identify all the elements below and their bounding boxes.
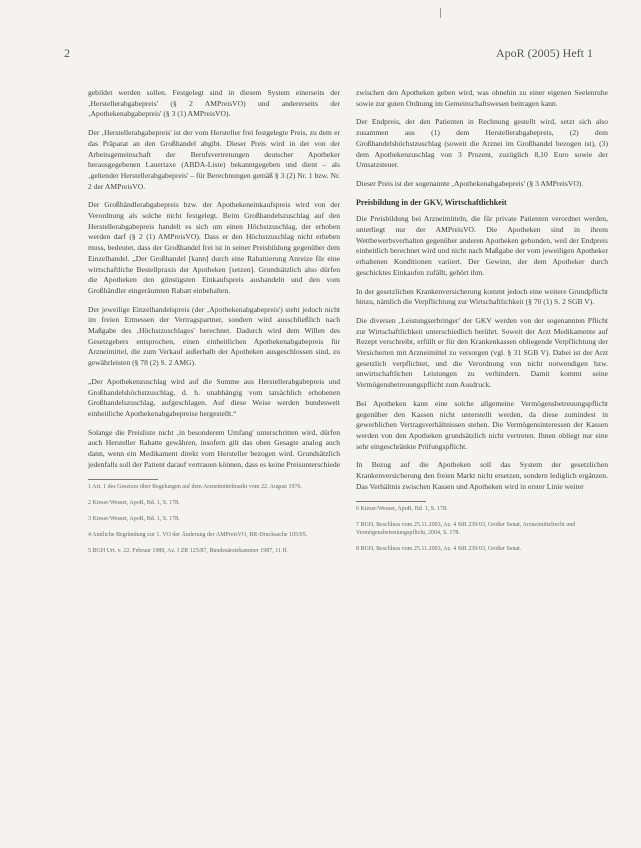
footnote: 3 Kieser/Wesser, ApoR, Bd. 1, S. 178. — [88, 515, 180, 522]
footnote: 7 BGH, Beschluss vom 25.11.2003, Az. 4 StR 239/03, Großer Senat, Arzneimittelrecht und Vermögensbetreuungspflicht, 2004, S. 178. — [356, 521, 576, 536]
paragraph: Dieser Preis ist der sogenannte ‚Apothekenabgabepreis' (§ 3 AMPreisVO). — [356, 178, 584, 188]
footnote: 8 BGH, Beschluss vom 25.11.2003, Az. 4 StR 239/03, Großer Senat. — [356, 545, 522, 552]
right-column — [356, 88, 608, 561]
section-heading: Preisbildung in der GKV, Wirtschaftlichkeit — [356, 197, 507, 207]
paragraph: Bei Apotheken kann eine solche allgemeine Vermögensbetreuungspflicht gegenüber den Kassen nicht unterstellt werden, da diese zumindest in gewerblichen Vertragsverhältnissen stehen. Die Vermögensinteressen der Kassen werden von den Apotheken grundsätzlich nicht vertreten. Ihnen obliegt nur eine sehr eingeschränkte Prüfungspflicht. — [356, 398, 608, 451]
footnote-rule — [88, 479, 158, 480]
paragraph: Der ‚Herstellerabgabepreis' ist der vom Hersteller frei festgelegte Preis, zu dem er das Präparat an den Großhandel abgibt. Dieser Preis wird in der von der Arbeitsgemeinschaft der Berufsvertretungen deutscher Apotheker herausgegebenen Lauertaxe (ABDA-Liste) bekanntgegeben und dient – als ‚geltender Herstellerabgabepreis' – für Berechnungen gemäß § 3 (2) Nr. 1 bzw. Nr. 2 der AMPreisVO. — [88, 128, 340, 191]
footnote: 1 Art. 1 des Gesetzes über Regelungen auf dem Arzneimittelmarkt vom 22. August 1976. — [88, 483, 302, 490]
footnote: 5 BGH Urt. v. 22. Februar 1989, Az. I ZR 125/87, Bundesärztekammer 1987, 11 ff. — [88, 547, 288, 554]
paragraph: Der Großhändlerabgabepreis bzw. der Apothekeneinkaufspreis wird von der Verordnung als solche nicht festgelegt. Beim Großhandelszuschlag auf den Herstellerabgabepreis handelt es sich um einen Höchstzuschlag, der erhoben werden darf (§ 2 (1) AMPreisVO). Dass er den Höchstzuschlag nicht erheben muss, bedeutet, dass der Großhandel frei ist in seiner Preisbildung gegenüber dem Einzelhandel. „Der Großhandel [kann] durch eine Rabattierung Anreize für eine wirtschaftliche Bestellpraxis der Apotheken [setzen]. Grundsätzlich also dürfen die Apotheken den günstigsten Einkaufspreis aushandeln und den vom Großhändler eingeräumten Rabatt einbehalten. — [88, 200, 340, 295]
footnote: 4 Amtliche Begründung zur 1. VO der Änderung der AMPreisVO, BR-Drucksache 105/05. — [88, 531, 308, 538]
scan-mark — [440, 8, 441, 18]
paragraph: Der jeweilige Einzelhandelspreis (der ‚Apothekenabgabepreis') steht jedoch nicht im freien Ermessen der Vertragspartner, sondern wird ausschließlich nach Maßgabe des ‚Höchstzuschlages' berechnet. Dadurch wird dem Willen des Gesetzgebers entsprochen, einen einheitlichen Apothekenabgabepreis für Arzneimittel, die zum Verkauf außerhalb der Apotheken ausgeschlossen sind, zu gewährleisten (§ 78 (2) S. 2 AMG). — [88, 304, 340, 368]
left-column — [88, 88, 340, 563]
footnote-rule — [356, 501, 426, 502]
paragraph: In Bezug auf die Apotheken soll das System der gesetzlichen Krankenversicherung den freien Markt nicht ersetzen, sondern lediglich ergänzen. Das Verhältnis zwischen Kassen und Apotheken wird in erster Linie weiter — [356, 460, 608, 491]
page-number: 2 — [64, 46, 70, 60]
paragraph: In der gesetzlichen Krankenversicherung kommt jedoch eine weitere Grundpflicht hinzu, nämlich die Verpflichtung zur Wirtschaftlichkeit (§ 70 (1) S. 2 SGB V). — [356, 286, 608, 307]
paragraph: Die Preisbildung bei Arzneimitteln, die für private Patienten verordnet werden, unterliegt nur der AMPreisVO. Die Apotheken sind in ihrem Wettbewerbsverhalten gegenüber anderen Apotheken gebunden, weil der Endpreis einheitlich berechnet wird und nicht nach Maßgabe der vom jeweiligen Apotheker erhaltenen Konditionen variiert. Der Gewinn, der dem Apotheker durch geschicktes Einkaufen zufällt, gehört ihm. — [356, 214, 608, 277]
paragraph: Solange die Preisliste nicht ‚in besonderem Umfang' unterschritten wird, dürfen auch Hersteller Rabatte gewähren, insofern gilt das oben Gesagte analog auch dann, wenn ein Medikament direkt vom Hersteller bezogen wird. Grundsätzlich jedenfalls soll der Patient darauf vertrauen können, dass es keine Preisunterschiede — [88, 427, 340, 469]
paragraph: zwischen den Apotheken geben wird, was ohnehin zu einer eigenen Seelenruhe sowie zur guten Ordnung im Gemeinschaftswesen beitragen kann. — [356, 88, 608, 108]
footnote: 6 Kieser/Wesser, ApoR, Bd. 1, S. 178. — [356, 505, 448, 512]
running-header: ApoR (2005) Heft 1 — [496, 46, 593, 60]
paragraph: Die diversen ‚Leistungserbringer' der GKV werden von der sogenannten Pflicht zur Wirtschaftlichkeit unterschiedlich berührt. Soweit der Arzt Medikamente auf Rezept verschreibt, erfüllt er für den Krankenkassen obliegende Verpflichtung der Versicherten mit Arzneimittel zu versorgen (vgl. § 31 SGB V). Dabei ist der Arzt gesetzlich verpflichtet, und die Verordnung von nicht notwendigen bzw. unwirtschaftlichen Leistungen zu verhindern. Damit kommt seine Vermögensbetreuungspflicht zum Ausdruck. — [356, 315, 608, 390]
paragraph: gebildet werden sollen. Festgelegt sind in diesem System einerseits der ‚Herstellerabgabepreis' (§ 2 AMPreisVO) und andererseits der ‚Apothekenabgabepreis' (§ 3 (1) AMPreisVO). — [88, 88, 340, 119]
paragraph: Der Endpreis, der den Patienten in Rechnung gestellt wird, setzt sich also zusammen aus (1) dem Herstellerabgabepreis, (2) dem Großhandelshöchstzuschlag (soweit die Arznei im Großhandel bezogen ist), (3) dem Apothekenzuschlag von 3 Prozent, zuzüglich 8,10 Euro sowie der Umsatzsteuer. — [356, 117, 608, 170]
footnote: 2 Kieser/Wesser, ApoR, Bd. 1, S. 178. — [88, 499, 180, 506]
paragraph: „Der Apothekenzuschlag wird auf die Summe aus Herstellerabgabepreis und Großhandelshöchstzuschlag, d. h. unabhängig vom tatsächlich erhobenen Großhandelszuschlag, aufgeschlagen. Auf diese Weise werden bundesweit einheitliche Apothekenabgabepreise hergestellt.“ — [88, 376, 340, 418]
